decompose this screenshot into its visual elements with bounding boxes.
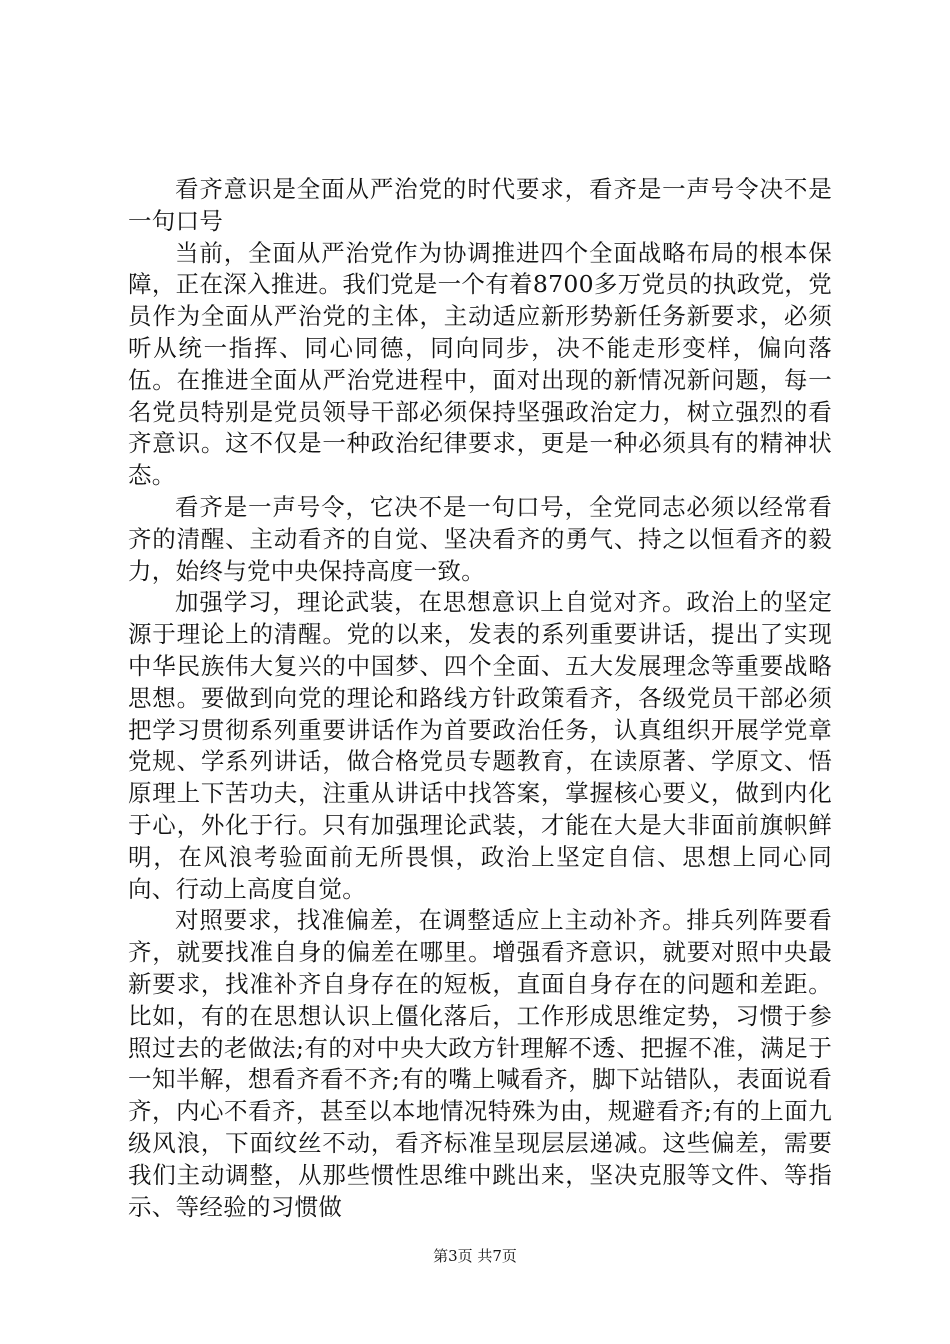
document-body xyxy=(128,174,832,1223)
paragraph: 当前，全面从严治党作为协调推进四个全面战略布局的根本保障，正在深入推进。我们党是一个有着8700多万党员的执政党，党员作为全面从严治党的主体，主动适应新形势新任务新要求，必须听从统一指挥、同心同德，同向同步，决不能走形变样，偏向落伍。在推进全面从严治党进程中，面对出现的新情况新问题，每一名党员特别是党员领导干部必须保持坚强政治定力，树立强烈的看齐意识。这不仅是一种政治纪律要求，更是一种必须具有的精神状态。 xyxy=(128,238,832,490)
paragraph: 看齐是一声号令，它决不是一句口号，全党同志必须以经常看齐的清醒、主动看齐的自觉、坚决看齐的勇气、持之以恒看齐的毅力，始终与党中央保持高度一致。 xyxy=(128,492,832,585)
paragraph-heading: 看齐意识是全面从严治党的时代要求，看齐是一声号令决不是一句口号 xyxy=(128,175,832,235)
page-number-footer: 第3页 共7页 xyxy=(433,1247,517,1265)
paragraph: 对照要求，找准偏差，在调整适应上主动补齐。排兵列阵要看齐，就要找准自身的偏差在哪里。增强看齐意识，就要对照中央最新要求，找准补齐自身存在的短板，直面自身存在的问题和差距。比如，有的在思想认识上僵化落后，工作形成思维定势，习惯于参照过去的老做法;有的对中央大政方针理解不透、把握不准，满足于一知半解，想看齐看不齐;有的嘴上喊看齐，脚下站错队，表面说看齐，内心不看齐，甚至以本地情况特殊为由，规避看齐;有的上面九级风浪，下面纹丝不动，看齐标准呈现层层递减。这些偏差，需要我们主动调整，从那些惯性思维中跳出来，坚决克服等文件、等指示、等经验的习惯做 xyxy=(128,906,832,1221)
paragraph: 加强学习，理论武装，在思想意识上自觉对齐。政治上的坚定源于理论上的清醒。党的以来，发表的系列重要讲话，提出了实现中华民族伟大复兴的中国梦、四个全面、五大发展理念等重要战略思想。要做到向党的理论和路线方针政策看齐，各级党员干部必须把学习贯彻系列重要讲话作为首要政治任务，认真组织开展学党章党规、学系列讲话，做合格党员专题教育，在读原著、学原文、悟原理上下苦功夫，注重从讲话中找答案，掌握核心要义，做到内化于心，外化于行。只有加强理论武装，才能在大是大非面前旗帜鲜明，在风浪考验面前无所畏惧，政治上坚定自信、思想上同心同向、行动上高度自觉。 xyxy=(128,588,832,903)
